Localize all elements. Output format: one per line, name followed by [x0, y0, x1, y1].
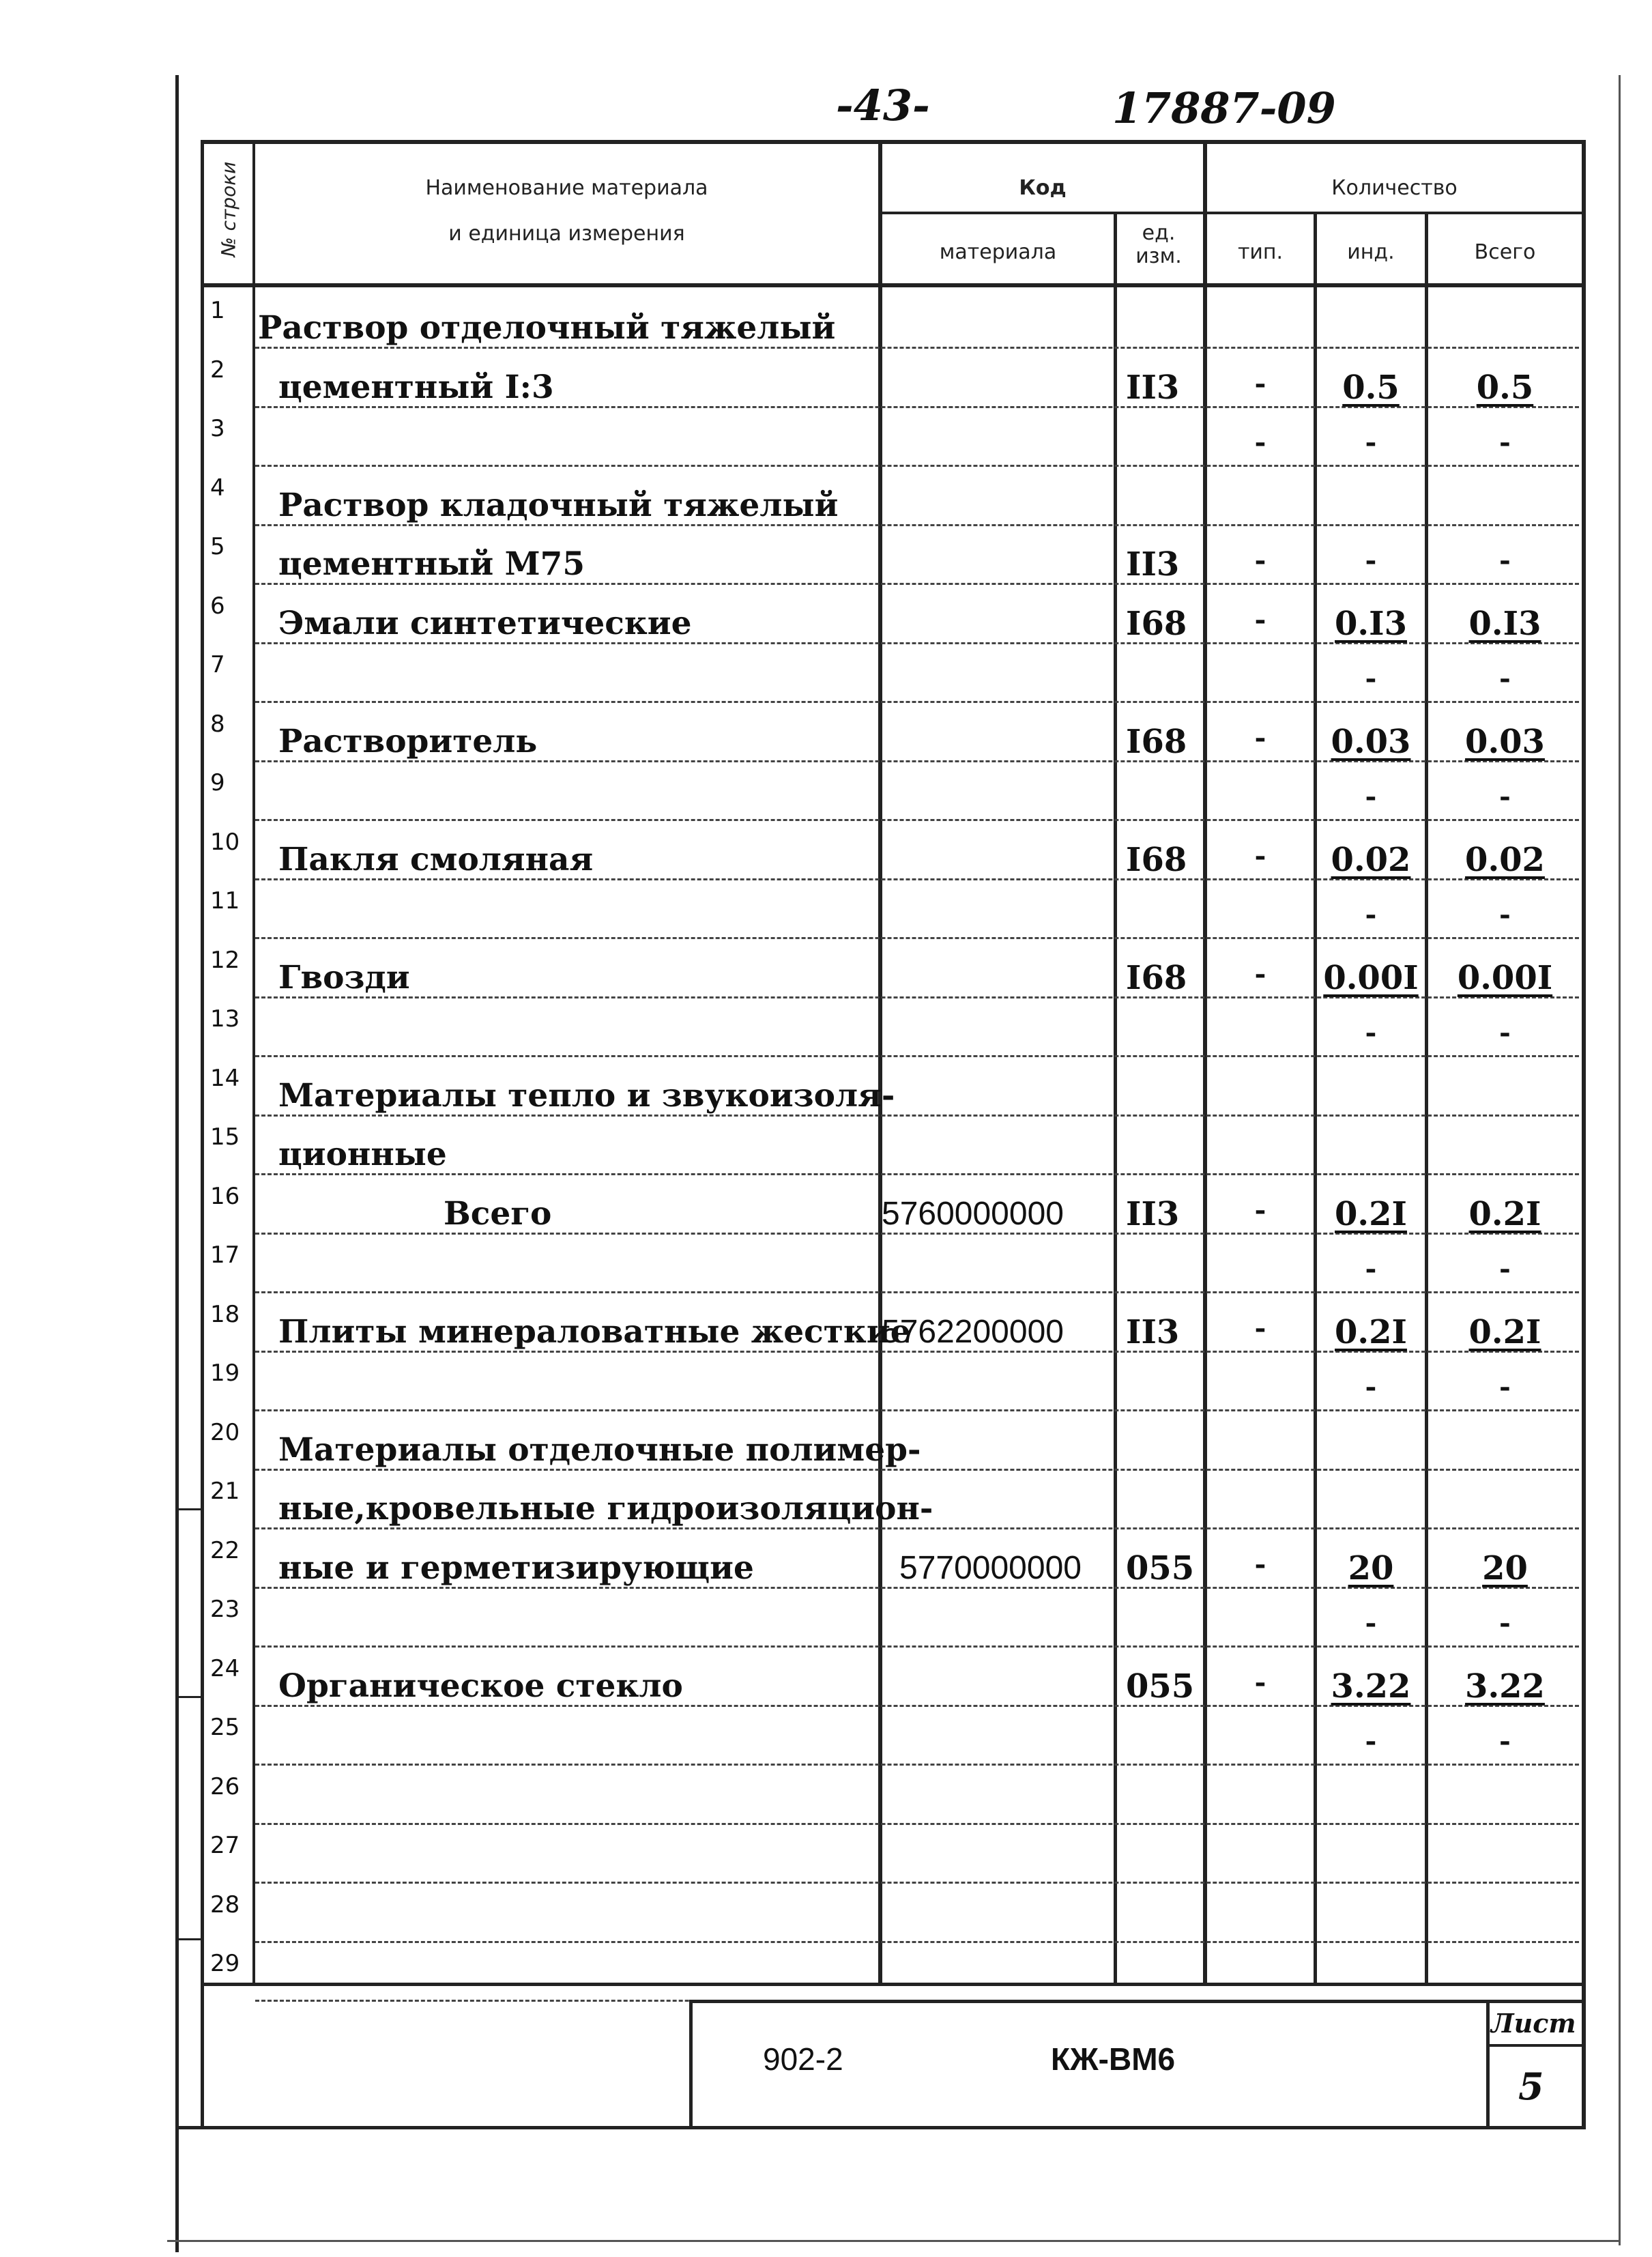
qty-total: - [1496, 900, 1514, 934]
titleblock-sheet-number: 5 [1518, 2065, 1544, 2108]
row-number: 8 [210, 710, 225, 738]
row-number: 11 [210, 887, 240, 915]
row-number: 14 [210, 1065, 240, 1092]
header-code-material: материала [939, 240, 1057, 264]
qty-total: 20 [1482, 1549, 1528, 1587]
qty-typ: - [1251, 1549, 1270, 1583]
material-code: 5760000000 [882, 1196, 1064, 1232]
header-subgroup-line [878, 212, 1584, 214]
qty-ind: 0.I3 [1335, 605, 1407, 643]
qty-ind: - [1361, 900, 1380, 934]
material-name: Раствор кладочный тяжелый [278, 487, 839, 524]
qty-typ: - [1251, 1195, 1270, 1229]
material-name: Материалы отделочные полимер- [278, 1431, 921, 1469]
doc-number: 17887-09 [1112, 83, 1336, 133]
row-number: 12 [210, 947, 240, 974]
titleblock-series: 902-2 [763, 2041, 843, 2077]
qty-ind: - [1361, 1254, 1380, 1288]
margin-tick-1 [175, 1508, 203, 1510]
qty-ind: - [1361, 663, 1380, 698]
row-separator [255, 819, 1579, 821]
qty-total: 3.22 [1465, 1667, 1545, 1706]
margin-tick-2 [175, 1696, 203, 1698]
qty-total: - [1496, 1372, 1514, 1406]
header-row-number: № строки [217, 161, 240, 257]
row-number: 13 [210, 1005, 240, 1033]
row-number: 15 [210, 1123, 240, 1151]
material-name: Материалы тепло и звукоизоля- [278, 1077, 895, 1115]
row-number: 20 [210, 1419, 240, 1446]
titleblock-sheet-divider [1486, 2000, 1490, 2126]
unit-code: I68 [1126, 841, 1187, 879]
row-number: 28 [210, 1891, 240, 1918]
row-number: 6 [210, 592, 225, 620]
qty-typ: - [1251, 959, 1270, 993]
titleblock-sheet-label: Лист [1491, 2008, 1576, 2039]
material-name: ные,кровельные гидроизоляцион- [278, 1490, 933, 1527]
qty-ind: - [1361, 1372, 1380, 1406]
frame-bottom-border [175, 2126, 1586, 2129]
row-separator [255, 1882, 1579, 1884]
qty-ind: 0.02 [1331, 841, 1411, 879]
material-name: Всего [444, 1195, 552, 1233]
header-name-line1: Наименование материала [425, 176, 708, 200]
qty-total: - [1496, 1608, 1514, 1642]
left-margin-line [175, 75, 179, 2252]
unit-code: II3 [1126, 1195, 1180, 1233]
titleblock-mark: КЖ-ВМ6 [1051, 2041, 1176, 2077]
row-number: 5 [210, 533, 225, 560]
row-separator [255, 1055, 1579, 1057]
right-margin-line [1619, 75, 1621, 2245]
material-name: ные и герметизирующие [278, 1549, 754, 1587]
qty-total: 0.2I [1468, 1313, 1541, 1351]
titleblock-left-border [689, 2000, 693, 2126]
titleblock-sheet-line [1486, 2044, 1583, 2047]
header-qty-total: Всего [1474, 240, 1536, 264]
table-bottom-border [201, 1983, 1586, 1986]
material-name: цементный I:3 [278, 369, 554, 406]
bottom-edge-line [167, 2240, 1621, 2242]
qty-ind: 0.2I [1335, 1195, 1407, 1233]
qty-total: - [1496, 1254, 1514, 1288]
header-qty-group: Количество [1331, 176, 1458, 200]
material-name: Растворитель [278, 723, 538, 760]
qty-typ: - [1251, 841, 1270, 875]
qty-ind: - [1361, 1608, 1380, 1642]
row-number: 16 [210, 1183, 240, 1210]
material-name: Плиты минераловатные жесткие [278, 1313, 911, 1351]
row-separator [255, 347, 1579, 349]
header-name-line2: и единица измерения [448, 222, 685, 246]
row-separator [255, 1409, 1579, 1411]
material-code: 5770000000 [899, 1550, 1082, 1586]
qty-ind: 20 [1348, 1549, 1394, 1587]
qty-ind: - [1361, 781, 1380, 816]
row-separator [255, 524, 1579, 526]
row-separator [255, 701, 1579, 703]
qty-typ: - [1251, 545, 1270, 579]
qty-total: - [1496, 663, 1514, 698]
row-number: 23 [210, 1596, 240, 1623]
qty-typ: - [1251, 723, 1270, 757]
material-name: Гвозди [278, 959, 410, 996]
qty-total: - [1496, 427, 1514, 461]
col-divider-typ [1314, 212, 1317, 1983]
row-number: 26 [210, 1773, 240, 1800]
titleblock-top-border [689, 2000, 1583, 2003]
row-number: 29 [210, 1950, 240, 1977]
qty-total: - [1496, 545, 1514, 579]
qty-typ: - [1251, 605, 1270, 639]
unit-code: II3 [1126, 545, 1180, 584]
qty-total: - [1496, 781, 1514, 816]
material-name: Раствор отделочный тяжелый [258, 309, 836, 347]
row-number: 19 [210, 1360, 240, 1387]
margin-tick-3 [175, 1938, 203, 1940]
row-number: 1 [210, 297, 225, 324]
row-separator [255, 1527, 1579, 1529]
material-name: ционные [278, 1136, 447, 1173]
row-number: 10 [210, 829, 240, 856]
material-name: Пакля смоляная [278, 841, 594, 878]
row-separator [255, 1115, 1579, 1117]
qty-total: - [1496, 1018, 1514, 1052]
qty-ind: 0.03 [1331, 723, 1411, 761]
col-divider-unit [1114, 212, 1117, 1983]
qty-ind: - [1361, 1018, 1380, 1052]
qty-total: 0.00I [1457, 959, 1553, 997]
table-left-border [201, 140, 204, 2129]
qty-total: 0.2I [1468, 1195, 1541, 1233]
header-bottom-border [201, 283, 1586, 287]
row-separator [255, 1469, 1579, 1471]
qty-typ: - [1251, 427, 1270, 461]
row-separator [255, 1291, 1579, 1293]
row-number: 22 [210, 1537, 240, 1564]
material-name: цементный М75 [278, 545, 585, 583]
qty-typ: - [1251, 369, 1270, 403]
header-qty-ind: инд. [1347, 240, 1395, 264]
row-separator [255, 465, 1579, 467]
qty-total: 0.03 [1465, 723, 1545, 761]
row-number: 3 [210, 415, 225, 442]
unit-code: II3 [1126, 1313, 1180, 1351]
qty-total: 0.02 [1465, 841, 1545, 879]
qty-ind: 3.22 [1331, 1667, 1411, 1706]
row-separator [255, 1764, 1579, 1766]
row-separator [255, 937, 1579, 939]
qty-total: 0.I3 [1468, 605, 1541, 643]
row-number: 24 [210, 1655, 240, 1682]
row-number: 4 [210, 474, 225, 502]
unit-code: 055 [1126, 1667, 1195, 1706]
unit-code: I68 [1126, 605, 1187, 643]
qty-ind: - [1361, 1726, 1380, 1760]
row-number: 21 [210, 1478, 240, 1505]
row-number: 7 [210, 651, 225, 678]
material-code: 5762200000 [882, 1314, 1064, 1350]
qty-total: 0.5 [1476, 369, 1534, 407]
header-code-group: Код [1019, 176, 1067, 200]
row-number: 17 [210, 1241, 240, 1269]
unit-code: I68 [1126, 959, 1187, 997]
row-number: 9 [210, 769, 225, 796]
qty-ind: 0.2I [1335, 1313, 1407, 1351]
row-separator [255, 583, 1579, 585]
table-top-border [201, 140, 1586, 144]
qty-ind: - [1361, 427, 1380, 461]
unit-code: I68 [1126, 723, 1187, 761]
row-number: 25 [210, 1714, 240, 1741]
row-separator [255, 1823, 1579, 1825]
row-number: 2 [210, 356, 225, 384]
qty-typ: - [1251, 1313, 1270, 1347]
material-name: Эмали синтетические [278, 605, 692, 642]
qty-typ: - [1251, 1667, 1270, 1701]
table-right-border [1582, 140, 1586, 2129]
row-separator [255, 1941, 1579, 1943]
row-separator [255, 1645, 1579, 1648]
row-separator [255, 1173, 1579, 1175]
qty-total: - [1496, 1726, 1514, 1760]
unit-code: II3 [1126, 369, 1180, 407]
qty-ind: - [1361, 545, 1380, 579]
header-code-unit: ед. изм. [1135, 221, 1182, 268]
qty-ind: 0.00I [1323, 959, 1419, 997]
col-divider-ind [1425, 212, 1428, 1983]
page-number: -43- [836, 81, 930, 130]
row-number: 27 [210, 1832, 240, 1859]
row-number: 18 [210, 1301, 240, 1328]
material-name: Органическое стекло [278, 1667, 683, 1705]
header-qty-typ: тип. [1237, 240, 1284, 264]
qty-ind: 0.5 [1342, 369, 1400, 407]
unit-code: 055 [1126, 1549, 1195, 1587]
